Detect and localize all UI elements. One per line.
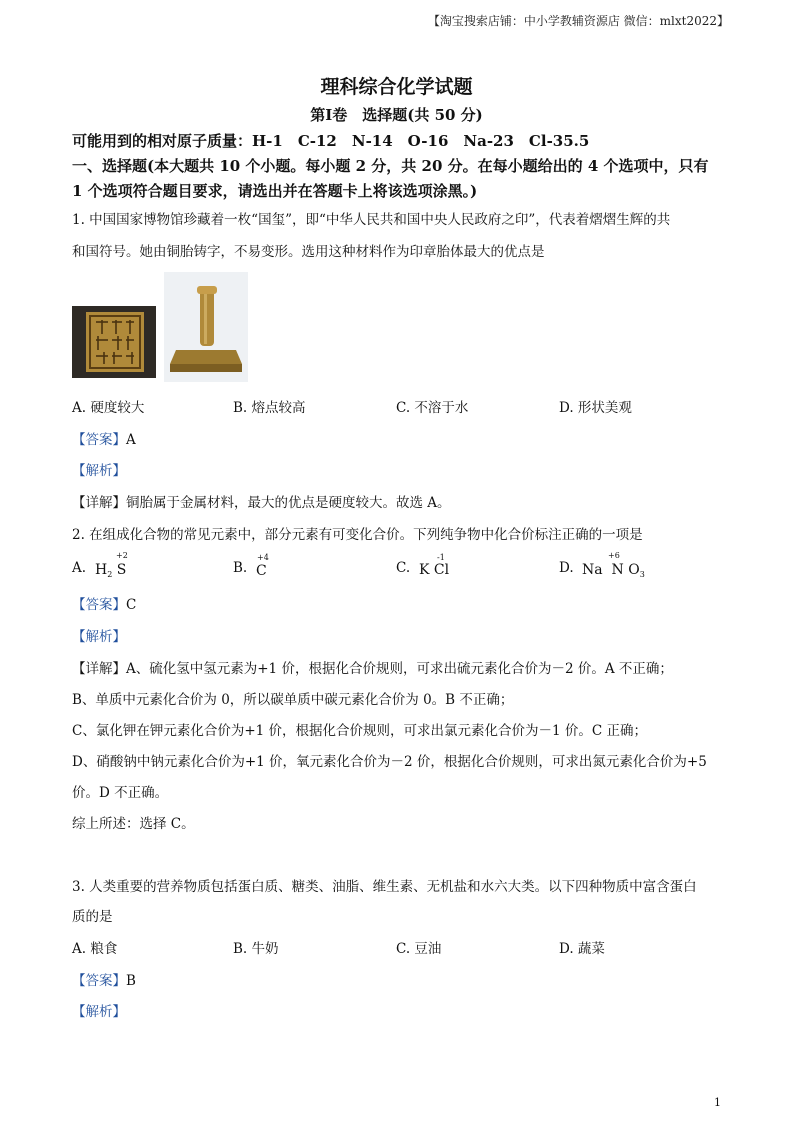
q1-stem-line2: 和国符号。她由铜胎铸字，不易变形。选用这种材料作为印章胎体最大的优点是 <box>72 244 545 260</box>
q2-label-a: A. <box>72 560 87 576</box>
q2-formula-d: Na N $O_3$ <box>582 562 645 579</box>
q3-option-d: D. 蔬菜 <box>559 941 605 957</box>
q2-formula-c: K Cl <box>419 562 450 578</box>
q1-option-b: B. 熔点较高 <box>233 400 306 416</box>
header-note: 【淘宝搜索店铺：中小学教辅资源店 微信：mlxt2022】 <box>427 14 729 28</box>
q3-analysis: 【解析】 <box>72 1004 126 1020</box>
q2-stem: 2. 在组成化合物的常见元素中，部分元素有可变化合价。下列纯争物中化合价标注正确的一项是 <box>72 527 643 543</box>
q2-detail-5: 价。D 不正确。 <box>72 785 169 801</box>
section-instructions-line1: 一、选择题(本大题共 10 个小题。每小题 2 分，共 20 分。在每小题给出的 4 个选项中，只有 <box>72 157 709 175</box>
q2-detail-3: C、氯化钾在钾元素化合价为+1 价，根据化合价规则，可求出氯元素化合价为－1 价。C 正确； <box>72 723 648 739</box>
q2-label-c: C. <box>396 560 411 576</box>
q3-stem-line2: 质的是 <box>72 909 113 925</box>
q3-answer: 【答案】B <box>72 973 136 989</box>
q2-formula-a: $H_2$ S <box>95 562 127 579</box>
q3-option-c: C. 豆油 <box>396 941 442 957</box>
seal-side-image <box>164 272 248 382</box>
q2-ox-b: +4 <box>257 553 269 562</box>
q2-analysis: 【解析】 <box>72 629 126 645</box>
q2-label-d: D. <box>559 560 574 576</box>
seal-face-image <box>72 306 156 378</box>
q2-detail-4: D、硝酸钠中钠元素化合价为+1 价，氧元素化合价为－2 价，根据化合价规则，可求出氮元素化合价为+5 <box>72 754 707 770</box>
q1-detail: 【详解】铜胎属于金属材料，最大的优点是硬度较大。故选 A。 <box>72 495 451 511</box>
q1-option-c: C. 不溶于水 <box>396 400 469 416</box>
q2-detail-2: B、单质中元素化合价为 0，所以碳单质中碳元素化合价为 0。B 不正确； <box>72 692 514 708</box>
q3-option-b: B. 牛奶 <box>233 941 279 957</box>
q2-ox-a: +2 <box>116 551 128 560</box>
q1-answer: 【答案】A <box>72 432 136 448</box>
page-title: 理科综合化学试题 <box>320 76 473 98</box>
page-number: 1 <box>714 1096 721 1109</box>
q2-detail-1: 【详解】A、硫化氢中氢元素为+1 价，根据化合价规则，可求出硫元素化合价为－2 价。A 不正确； <box>72 661 673 677</box>
q1-option-a: A. 硬度较大 <box>72 400 145 416</box>
atomic-masses: 可能用到的相对原子质量：H-1 C-12 N-14 O-16 Na-23 Cl-35.5 <box>72 132 590 150</box>
q2-ox-d: +6 <box>608 551 620 560</box>
q1-stem-line1: 1. 中国国家博物馆珍藏着一枚“国玺”，即“中华人民共和国中央人民政府之印”，代表着熠熠生辉的共 <box>72 212 671 228</box>
q2-ox-c: -1 <box>437 553 445 562</box>
q3-option-a: A. 粮食 <box>72 941 118 957</box>
q2-summary: 综上所述：选择 C。 <box>72 816 195 832</box>
q1-option-d: D. 形状美观 <box>559 400 632 416</box>
page-subtitle: 第Ⅰ卷 选择题(共 50 分) <box>310 106 483 124</box>
q2-formula-b: C <box>256 563 267 579</box>
q3-stem-line1: 3. 人类重要的营养物质包括蛋白质、糖类、油脂、维生素、无机盐和水六大类。以下四种物质中富含蛋白 <box>72 879 697 895</box>
q1-analysis: 【解析】 <box>72 463 126 479</box>
q2-answer: 【答案】C <box>72 597 137 613</box>
section-instructions-line2: 1 个选项符合题目要求，请选出并在答题卡上将该选项涂黑。) <box>72 182 478 200</box>
q2-label-b: B. <box>233 560 248 576</box>
